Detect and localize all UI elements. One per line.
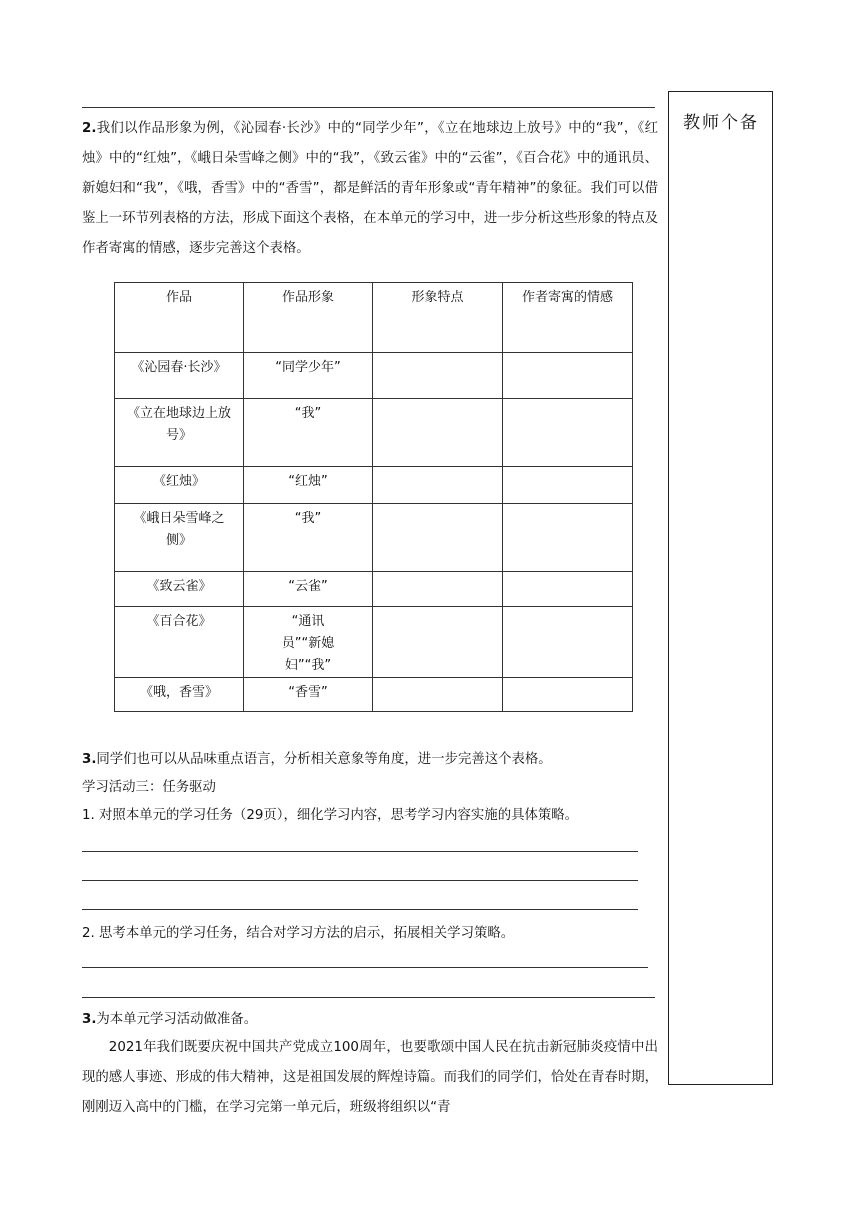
table-cell-image: “云雀” [244,572,373,607]
table-cell-emotion [503,467,633,504]
table-row [115,572,633,607]
table-row [115,607,633,678]
table-cell-feature [373,353,503,399]
table-cell-emotion [503,353,633,399]
answer-line [82,967,648,968]
table-cell-feature [373,467,503,504]
section3b-heading-line [82,1010,257,1030]
section2-paragraph [82,114,658,264]
table-cell-image: “我” [244,399,373,467]
table-header-cell: 作者寄寓的情感 [503,283,633,353]
table-cell-image: “红烛” [244,467,373,504]
table-cell-image: “通讯员”“新媳妇”“我” [244,607,373,678]
table-row [115,467,633,504]
section3-text: 同学们也可以从品味重点语言，分析相关意象等角度，进一步完善这个表格。 [96,752,552,767]
table-cell-image: “我” [244,504,373,572]
table-cell-emotion [503,678,633,712]
table-cell-image: “香雪” [244,678,373,712]
works-table [114,282,633,712]
answer-line [82,880,638,881]
answer-line [82,909,638,910]
table-cell-work: 《致云雀》 [115,572,244,607]
section3b-number: 3. [82,1012,97,1027]
table-row [115,353,633,399]
top-divider [82,107,655,108]
table-cell-feature [373,504,503,572]
teacher-notes-title: 教师个备 [683,113,759,133]
section2-number: 2. [82,121,97,136]
section3-line [82,750,552,770]
table-cell-emotion [503,399,633,467]
section3-number: 3. [82,752,97,767]
table-cell-work: 《百合花》 [115,607,244,678]
table-header-cell: 作品 [115,283,244,353]
activity3-item2: 2. 思考本单元的学习任务，结合对学习方法的启示，拓展相关学习策略。 [82,926,515,941]
table-header-cell: 形象特点 [373,283,503,353]
table-row [115,678,633,712]
table-cell-work: 《红烛》 [115,467,244,504]
table-cell-feature [373,607,503,678]
table-header-row [115,283,633,353]
activity3-heading: 学习活动三：任务驱动 [82,780,216,795]
table-row [115,504,633,572]
table-cell-work: 《峨日朵雪峰之侧》 [115,504,244,572]
table-row [115,399,633,467]
section-divider [82,997,655,998]
section2-text: 我们以作品形象为例，《沁园春·长沙》中的“同学少年”，《立在地球边上放号》中的“我”，《红烛》中的“红烛”，《峨日朵雪峰之侧》中的“我”，《致云雀》中的“云雀”，《百合花》中的通讯员、新媳妇和“我”，《哦，香雪》中的“香雪”，都是鲜活的青年形象或“青年精神”的象征。我们可以借鉴上一环节列表格的方法，形成下面这个表格，在本单元的学习中，进一步分析这些形象的特点及作者寄寓的情感，逐步完善这个表格。 [82,121,658,256]
table-cell-feature [373,399,503,467]
table-cell-work: 《沁园春·长沙》 [115,353,244,399]
answer-line [82,851,638,852]
table-cell-image: “同学少年” [244,353,373,399]
table-cell-work: 《哦，香雪》 [115,678,244,712]
activity3-item1: 1. 对照本单元的学习任务（29页），细化学习内容，思考学习内容实施的具体策略。 [82,808,579,823]
section3b-heading: 为本单元学习活动做准备。 [96,1012,258,1027]
section3b-paragraph: 2021年我们既要庆祝中国共产党成立100周年，也要歌颂中国人民在抗击新冠肺炎疫情中出现的感人事迹、形成的伟大精神，这是祖国发展的辉煌诗篇。而我们的同学们，恰处在青春时期，刚刚迈入高中的门槛，在学习完第一单元后，班级将组织以“青 [82,1040,658,1115]
teacher-notes-box [668,91,773,1085]
table-cell-emotion [503,504,633,572]
table-cell-emotion [503,572,633,607]
table-header-cell: 作品形象 [244,283,373,353]
table-cell-work: 《立在地球边上放号》 [115,399,244,467]
table-cell-emotion [503,607,633,678]
table-cell-feature [373,572,503,607]
table-cell-feature [373,678,503,712]
